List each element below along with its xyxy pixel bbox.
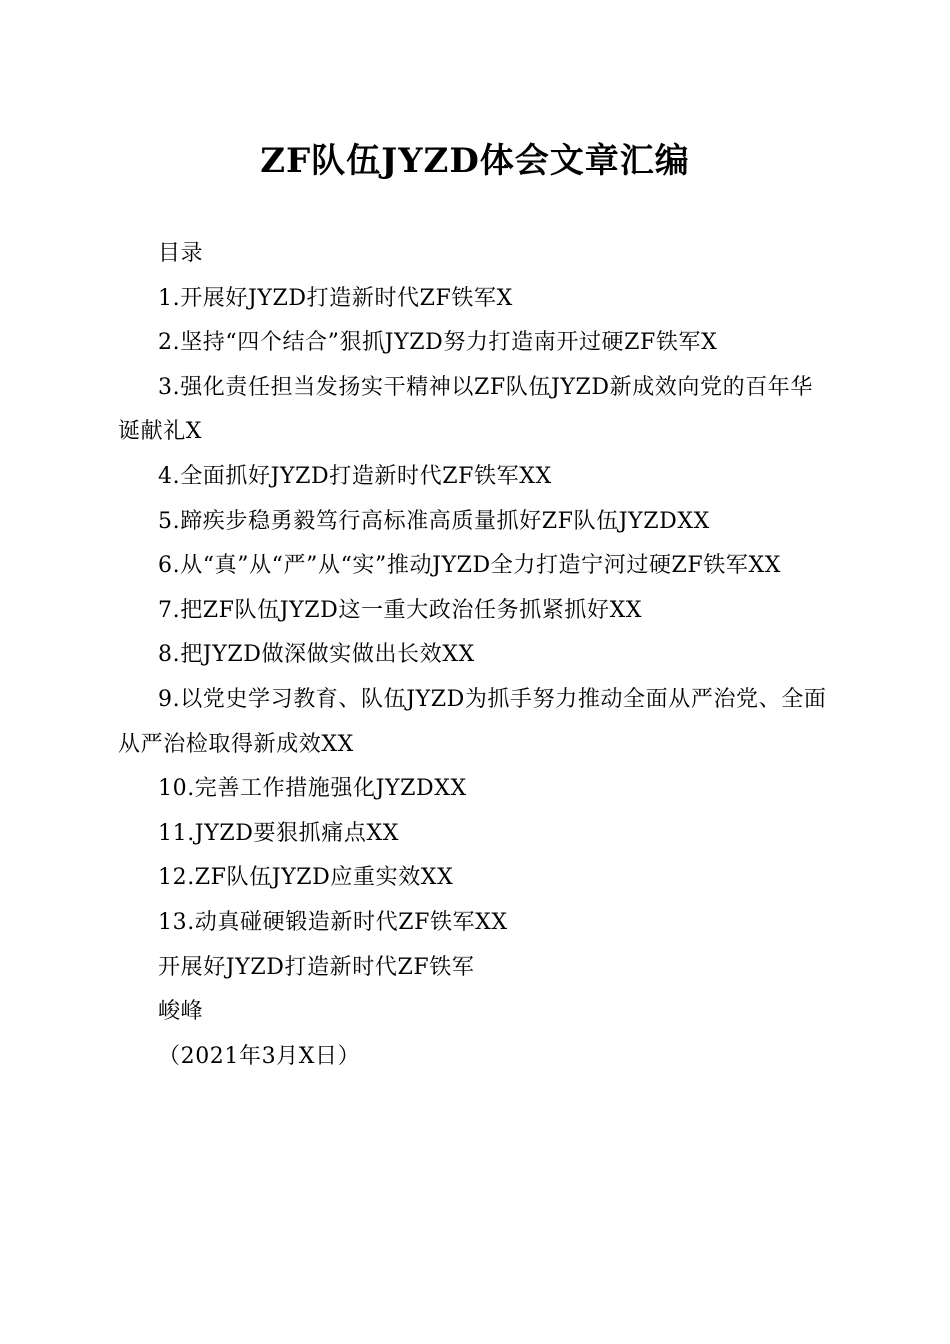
toc-item: 2.坚持“四个结合”狠抓JYZD努力打造南开过硬ZF铁军X	[158, 330, 718, 356]
toc-item: 1.开展好JYZD打造新时代ZF铁军X	[158, 285, 513, 311]
toc-item: 4.全面抓好JYZD打造新时代ZF铁军XX	[158, 463, 552, 489]
document-title: ZF队伍JYZD体会文章汇编	[260, 141, 690, 181]
toc-item: 11.JYZD要狠抓痛点XX	[158, 820, 399, 846]
toc-item: 13.动真碰硬锻造新时代ZF铁军XX	[158, 909, 508, 935]
toc-item: 6.从“真”从“严”从“实”推动JYZD全力打造宁河过硬ZF铁军XX	[158, 553, 782, 579]
toc-item: 8.把JYZD做深做实做出长效XX	[158, 642, 475, 668]
article-date: （2021年3月X日）	[158, 1043, 361, 1069]
toc-item: 5.蹄疾步稳勇毅笃行高标准高质量抓好ZF队伍JYZDXX	[158, 508, 710, 534]
toc-item: 10.完善工作措施强化JYZDXX	[158, 776, 467, 802]
toc-item: 3.强化责任担当发扬实干精神以ZF队伍JYZD新成效向党的百年华诞献礼X	[118, 374, 814, 445]
toc-item: 12.ZF队伍JYZD应重实效XX	[158, 865, 454, 891]
article-title: 开展好JYZD打造新时代ZF铁军	[158, 954, 475, 980]
document-body	[118, 232, 830, 1079]
toc-item: 9.以党史学习教育、队伍JYZD为抓手努力推动全面从严治党、全面从严治检取得新成效XX	[118, 686, 827, 757]
toc-item: 7.把ZF队伍JYZD这一重大政治任务抓紧抓好XX	[158, 597, 643, 623]
article-author: 峻峰	[158, 999, 204, 1025]
toc-heading: 目录	[158, 241, 204, 266]
